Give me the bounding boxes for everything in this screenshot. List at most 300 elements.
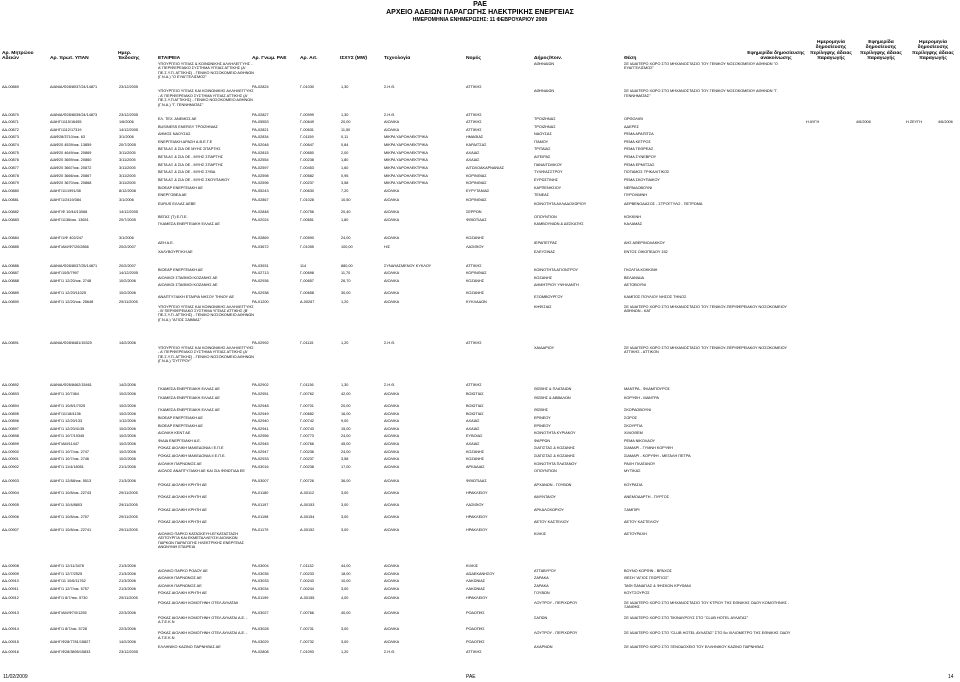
cell-dimos: ΚΑΡΠΕΝΗΣΙΟΥ [534,185,562,190]
cell-nomos: ΑΤΤΙΚΗΣ [466,649,482,654]
cell-date: 10/2/2006 [119,391,136,396]
cell-date: 21/3/2006 [119,564,136,569]
cell-co: ΥΠΟΥΡΓΕΙΟ ΥΓΕΙΑΣ & ΚΟΙΝΩΝΙΚΗΣ ΑΛΛΗΛΕΓΓΥΗΣ - Α' ΠΕΡΙΦΕΡΕΙΑΚΟ ΣΥΣΤΗΜΑ ΥΓΕΙΑΣ ΑΤΤΙΚΗΣ (Α' ΠΕ.Σ.Υ.Π. ΑΤΤΙΚΗΣ) - ΓΕΝΙΚΟ ΝΟΣΟΚΟΜΕΙΟ ΑΘΗΝΩΝ (Γ.Ν.Α.) "Ο ΕΥΑΓΓΕΛΙΣΜΟΣ" [158,62,254,80]
cell-ait: Γ-00647 [300,143,314,148]
cell-date: 29/11/2005 [119,596,138,601]
cell-ait: Γ-00630 [300,188,314,193]
cell-mw: 20,40 [341,210,351,215]
cell-tech: ΜΙΚΡΑ ΥΔΡΟΗΛΕΚΤΡΙΚΑ [384,173,428,178]
cell-mw: 1,30 [341,112,349,117]
cell-tech: ΑΙΟΛΙΚΑ [384,564,400,569]
cell-mw: 24,00 [341,236,351,241]
cell-co: ΑΙΟΛΙΚΗ ΠΑΡΝΩΝΟΣ ΑΕ [158,576,202,581]
cell-id: ΑΔ-00898 [2,434,19,439]
cell-nomos: ΗΜΑΘΙΑΣ [466,135,484,140]
cell-ait: Γ-00657 [300,278,314,283]
cell-nomos: ΚΟΖΑΝΗΣ [466,457,485,462]
cell-nomos: ΛΑΣΙΘΙΟΥ [466,503,484,508]
cell-thesi: ΡΕΜΑ ΕΡΜΙΤΣΑΣ [624,162,655,167]
table-row [0,520,960,532]
cell-thesi: ΣΕ ΙΔΙΑΙΤΕΡΟ ΧΩΡΟ ΣΤΟ ΤΙΚΙΝΑΥΡΟΥΣ ΣΤΟ "CLUB HOTEL ΑΥΛΑΤΑΣ" [624,615,749,620]
cell-rae: ΡΑ-02949 [252,411,269,416]
cell-prot: ΔΙΑΗΓ/Φ28/7781/15827 [50,640,91,645]
table-row [0,147,960,155]
cell-rae: ΡΑ-01180 [252,490,269,495]
cell-co: ΑΙΟΛΙΚΗ ΠΑΡΝΩΝΟΣ ΑΕ [158,461,202,466]
cell-date: 20/7/2005 [119,217,136,222]
cell-ait: Γ-00582 [300,173,314,178]
cell-co: ΡΟΚΑΣ ΑΙΟΛΙΚΗ ΚΟΜΟΤΗΝΗ ΟΤΕΛ ΑΥΛΑΤΑΙ Α.Ε. - Α.Τ.Ε.Κ.Ν [158,615,248,625]
cell-date: 3/11/2005 [119,158,136,163]
cell-date: 21/1/2006 [119,464,136,469]
cell-tech: ΑΙΟΛΙΚΑ [384,426,400,431]
cell-prot: ΔΙΑΗΓ/1 12/20/4135 [50,426,85,431]
cell-tech: ΑΙΟΛΙΚΑ [384,611,400,616]
cell-id: ΑΔ-00905 [2,503,19,508]
cell-prot: ΔΙΑΗΓ/1112/17319 [50,127,82,132]
cell-dimos: ΕΞΩΜΒΟΥΡΓΟΥ [534,295,563,300]
cell-tech: ΜΙΚΡΑ ΥΔΡΟΗΛΕΚΤΡΙΚΑ [384,135,428,140]
cell-id: ΑΔ-00914 [2,626,19,631]
cell-ait: Α-00152 [300,527,315,532]
cell-rae: ΡΑ-03028 [252,626,269,631]
cell-prot: ΔΙΑΝΙΑ/Φ28/8037/24/14871 [50,85,98,90]
footer-org: PAE [466,674,476,680]
cell-ait: Α-00267 [300,300,315,305]
cell-thesi: ΑΔΕΡΕΣ [624,124,640,129]
table-row [0,170,960,178]
table-row [0,387,960,396]
table-row [0,495,960,507]
cell-mw: 26,70 [341,278,351,283]
cell-dimos: ΤΕΝΕΑΣ [534,193,550,198]
cell-tech: ΜΙΚΡΑ ΥΔΡΟΗΛΕΚΤΡΙΚΑ [384,143,428,148]
cell-nomos: ΒΟΙΩΤΙΑΣ [466,411,484,416]
table-row [0,645,960,654]
cell-dimos: ΚΟΙΝΟΤΗΤΑ ΠΛΑΤΑΝΟΥ [534,461,577,466]
cell-thesi: ΣΕ ΙΔΙΑΙΤΕΡΟ ΧΩΡΟ ΣΤΟ ΞΕΝΟΔΟΧΕΙΟ ΤΟΥ ΕΛΛΗΝΙΚΟΥ ΚΑΖΙΝΟ ΠΑΡΝΗΘΑΣ [624,644,764,649]
cell-rae: ΡΑ-02936 [252,278,269,283]
cell-date: 10/2/2006 [119,278,136,283]
cell-date: 20/2/2007 [119,263,136,268]
table-row [0,601,960,616]
cell-mw: 1,80 [341,217,349,222]
cell-rae: ΡΑ-02815 [252,150,269,155]
cell-prot: ΔΙΑΗΓ/1 10/8/οικ. 2757 [50,515,90,520]
cell-dimos: ΚΟΙΝΟΤΗΤΑ ΑΓΙΟΝΤΡΟΥ [534,267,578,272]
cell-mw: 0,11 [341,135,349,140]
cell-co: ΒΙΟΕΑΡ ΕΝΕΡΓΕΙΑΚΗ ΑΕ [158,415,203,420]
cell-prot: ΔΙΑΗΓ/1 10/7/19345 [50,434,85,439]
cell-nomos: ΚΟΡΙΝΘΙΑΣ [466,197,487,202]
cell-nomos: ΚΟΡΙΝΘΙΑΣ [466,173,487,178]
cell-tech: ΑΙΟΛΙΚΑ [384,236,400,241]
cell-date: 1/6/2006 [119,120,134,125]
cell-rae: ΡΑ-02956 [252,434,269,439]
cell-ait: Γ-00698 [300,271,314,276]
table-row [0,631,960,645]
cell-mw: 42,00 [341,391,351,396]
cell-date: 21/3/2006 [119,587,136,592]
cell-id: ΑΔ-00884 [2,236,19,241]
cell-id: ΑΔ-00907 [2,527,19,532]
table-row [0,276,960,284]
cell-rae: ΡΑ-03007 [252,478,269,483]
cell-id: ΑΔ-00891 [2,341,19,346]
table-row [0,117,960,125]
cell-mw: 3,00 [341,490,349,495]
cell-tech: ΜΙΚΡΑ ΥΔΡΟΗΛΕΚΤΡΙΚΑ [384,150,428,155]
table-row [0,89,960,116]
cell-co: ΕΛΛΗΝΙΚΟ ΚΑΖΙΝΟ ΠΑΡΝΗΘΑΣ ΑΕ [158,644,221,649]
cell-nomos: ΑΧΑΙΑΣ [466,419,480,424]
cell-e1: Η ΑΥΓΗ [806,120,820,125]
cell-id: ΑΔ-00908 [2,564,19,569]
cell-date: 23/12/2005 [119,85,139,90]
cell-dimos: ΑΕΤΟΥ ΚΑΣΤΕΛΙΟΥ [534,519,569,524]
cell-mw: 11,70 [341,271,351,276]
cell-mw: 7,20 [341,188,349,193]
cell-nomos: ΚΟΖΑΝΗΣ [466,278,485,283]
cell-dimos: ΟΠΟΥΝΤΙΩΝ [534,469,557,474]
cell-rae: ΡΑ-01179 [252,527,269,532]
cell-rae: ΡΑ-02941 [252,426,269,431]
cell-ait: Γ-00650 [300,150,314,155]
col-header-announcement-paper: Εφημερίδα δημοσίευσης ανακοίνωσης [747,50,805,62]
cell-ait: Α-00153 [300,503,315,508]
cell-prot: ΔΙΑΗΓ/1 11/4/18051 [50,464,84,469]
cell-nomos: ΗΡΑΚΛΕΙΟΥ [466,596,488,601]
cell-rae: ΡΑ-02948 [252,403,269,408]
cell-ait: Γ-01028 [300,197,314,202]
cell-nomos: ΗΡΑΚΛΕΙΟΥ [466,515,488,520]
cell-date: 10/2/2006 [119,411,136,416]
cell-prot: ΔΙΑΗΓ/1 12/7/2525 [50,571,83,576]
footer-date: 11/02/2009 [3,674,28,680]
cell-co: ΑΙΟΛΙΚΟΙ ΣΤΑΘΜΟΙ ΚΟΖΑΝΗΣ ΑΕ [158,283,218,288]
cell-dimos: ΚΟΖΑΝΗΣ [534,275,553,280]
cell-thesi: ΣΕ ΙΔΙΑΙΤΕΡΟ ΧΩΡΟ ΣΤΟ ΜΗΧΑΝΟΣΤΑΣΙΟ ΤΟΥ ΓΕΝΙΚΟΥ-ΠΕΡΙΦΕΡΕΙΑΚΟΥ ΝΟΣΟΚΟΜΕΙΟΥ ΑΤΤΙΚΗΣ - ΑΤΤΙΚΟΝ [624,345,787,355]
cell-tech: ΑΙΟΛΙΚΑ [384,626,400,631]
cell-ait: Γ-00682 [300,411,314,416]
cell-nomos: ΦΘΙΩΤΙΔΑΣ [466,217,487,222]
cell-date: 14/12/2005 [119,271,139,276]
cell-nomos: ΚΑΡΔΙΤΣΑΣ [466,143,487,148]
cell-thesi: ΑΕΤΟΒΟΥΝΙ [624,283,646,288]
cell-rae: ΡΑ-01197 [252,503,269,508]
cell-co: ΑΙΟΛΙΚΗ ΚΕΝΤ ΑΕ [158,431,191,436]
cell-rae: ΡΑ-02848 [252,210,269,215]
cell-co: ΥΠΟΥΡΓΕΙΟ ΥΓΕΙΑΣ ΚΑΙ ΚΟΙΝΩΝΙΚΗΣ ΑΛΛΗΛΕΓΓΥΗΣ - Α' ΠΕΡΙΦΕΡΕΙΑΚΟ ΣΥΣΤΗΜΑ ΥΓΕΙΑΣ ΑΤΤΙΚΗΣ (Α' ΠΕ.Σ.Υ.Π. ΑΤΤΙΚΗΣ) - ΓΕΝΙΚΟ ΝΟΣΟΚΟΜΕΙΟ ΑΘΗΝΩΝ (Γ.Ν.Α.) "ΣΥΓΓΡΟΥ" [158,345,254,363]
cell-thesi: ΡΕΜΑ ΤΕΘΡΕΑΣ [624,147,654,152]
cell-mw: 16,00 [341,411,351,416]
cell-nomos: ΚΟΖΑΝΗΣ [466,449,485,454]
cell-dimos: ΓΟΥΒΩΝ [534,591,550,596]
table-row [0,125,960,133]
cell-co: ΒΕΓΑΣ (Τ) Ε.Π.Ε. [158,214,188,219]
cell-prot: ΔΙΑΗΓ/1 10/7464 [50,391,79,396]
cell-thesi: ΣΕ ΙΔΙΑΙΤΕΡΟ ΧΩΡΟ ΣΤΟ ΜΗΧΑΝΟΣΤΑΣΙΟ ΤΟΥ ΚΤΡΙΟΥ ΤΗΣ ΕΘΝΙΚΗΣ ΟΔΟΥ ΚΟΜΟΤΗΝΗΣ - ΞΑΝΘΗΣ [624,600,790,609]
cell-nomos: ΛΑΣΙΘΙΟΥ [466,245,484,250]
cell-co: ΕΝΕΡΓΟΒΕΑ ΑΕ [158,193,187,198]
cell-prot: ΔΙΑΗΓ/11/18/4136 [50,411,81,416]
cell-co: ΥΠΟΥΡΓΕΙΟ ΥΓΕΙΑΣ ΚΑΙ ΚΟΙΝΩΝΙΚΗΣ ΑΛΛΗΛΕΓΓΥΗΣ - Α' ΠΕΡΙΦΕΡΕΙΑΚΟ ΣΥΣΤΗΜΑ ΥΓΕΙΑΣ ΑΤΤΙΚΗΣ (Α' ΠΕ.Σ.Υ.Π ΑΤΤΙΚΗΣ) - ΓΕΝΙΚΟ ΝΟΣΟΚΟΜΕΙΟ ΑΘΗΝΩΝ (Γ.Ν.Α.) "Γ. ΓΕΝΝΗΜΑΤΑΣ" [158,89,254,107]
cell-rae: ΡΑ-03027 [252,611,269,616]
cell-prot: ΔΙΑΗΓ/1 12/20/11025 [50,291,87,296]
cell-thesi: ΠΥΡΟΛΙΜΝΗ [624,193,647,198]
cell-mw: 1,60 [341,165,349,170]
cell-ait: Γ-00233 [300,571,314,576]
table-row [0,431,960,439]
cell-dimos: ΕΡΙΝΕΟΥ [534,423,551,428]
cell-rae: ΡΑ-02808 [252,649,269,654]
cell-dimos: ΘΙΣΒΗΣ & ΑΒΒΑΛΩΝ [534,396,571,401]
cell-mw: 9,00 [341,419,349,424]
cell-date: 3/1/2006 [119,197,134,202]
cell-nomos: ΔΩΔΕΚΑΝΗΣΟΥ [466,571,495,576]
cell-nomos: ΒΟΙΩΤΙΑΣ [466,403,484,408]
cell-date: 29/11/2005 [119,300,138,305]
cell-date: 29/11/2005 [119,490,138,495]
table-row [0,439,960,447]
table-row [0,483,960,495]
cell-rae: ΡΑ-02947 [252,449,269,454]
cell-ait: Α-00112 [300,490,315,495]
cell-id: ΑΔ-00890 [2,300,19,305]
cell-rae: ΡΑ-03016 [252,464,269,469]
cell-tech: ΑΙΟΛΙΚΑ [384,291,400,296]
cell-dimos: ΤΡΟΙΖΗΝΑΣ [534,124,556,129]
cell-prot: ΔΙΑΗΓ/1 10/7/οικ. 2746 [50,457,90,462]
cell-co: ΡΟΚΑΣ ΑΙΟΛΙΚΗ ΚΡΗΤΗ ΑΕ [158,591,207,596]
cell-dimos: ΦΑΡΡΩΝ [534,438,551,443]
col-header-registry: Αρ. Μητρώου Αδειών [2,50,34,62]
cell-id: ΑΔ-00915 [2,640,19,645]
cell-thesi: ΣΙΑΜΑΡΙ - ΚΟΡΥΦΗ - ΜΕΓΑΛΗ ΠΕΤΡΑ [624,454,691,459]
cell-rae: ΡΑ-05553 [252,120,269,125]
cell-co: ΑΙΟΛΙΚΟΙ ΣΤΑΘΜΟΙ ΚΟΖΑΝΗΣ ΑΕ [158,275,218,280]
cell-id: ΑΔ-00900 [2,449,19,454]
cell-id: ΑΔ-00876 [2,158,19,163]
cell-dimos: ΙΤΑΜΟΥ [534,139,549,144]
cell-rae: ΡΑ-02945 [252,442,269,447]
cell-rae: ΡΑ-02938 [252,291,269,296]
cell-ait: Γ-01115 [300,341,314,346]
cell-id: ΑΔ-00887 [2,271,19,276]
cell-tech: ΜΙΚΡΑ ΥΔΡΟΗΛΕΚΤΡΙΚΑ [384,158,428,163]
table-row [0,283,960,295]
cell-date: 10/2/2006 [119,449,136,454]
cell-mw: 3,00 [341,515,349,520]
cell-dimos: ΚΗΦΙΣΙΑΣ [534,304,552,309]
cell-co: ΒΕΤΑ ΑΞ & ΣΙΑ ΟΕ - ΜΥΗΣ ΣΠΑΡΤΗΣ [158,155,223,160]
cell-thesi: ΡΕΜΑ ΝΙΚΟΛΑΟΥ [624,438,656,443]
cell-id: ΑΔ-00870 [2,112,19,117]
col-header-issue-date: Ημερ. Έκδοσης [118,50,140,62]
cell-nomos: ΑΡΚΑΔΙΑΣ [466,464,485,469]
cell-date: 3/1/2006 [119,236,134,241]
table-row [0,346,960,387]
cell-id: ΑΔ-00872 [2,127,19,132]
cell-id: ΑΔ-00911 [2,587,19,592]
cell-date: 3/1/2006 [119,135,134,140]
cell-dimos: ΙΕΡΑΠΕΤΡΑΣ [534,240,558,245]
cell-dimos: ΠΑΝΑΙΤΩΛΙΚΟΥ [534,162,563,167]
cell-co: ΒΕΤΑ ΑΞ & ΣΙΑ ΟΕ - ΜΥΗΣ ΣΥΒΑ [158,170,216,175]
cell-thesi: ΒΕΛΑΝΙΔΙΑ [624,275,645,280]
table-row [0,163,960,171]
table-row [0,469,960,483]
footer-page-number: 14 [948,674,954,680]
cell-date: 23/12/2005 [119,649,139,654]
cell-nomos: ΡΟΔΟΠΗΣ [466,626,485,631]
cell-rae: ΡΑ-02867 [252,197,269,202]
cell-mw: 1,20 [341,649,349,654]
cell-nomos: ΑΧΑΙΑΣ [466,158,480,163]
cell-prot: ΔΙΑΦ20 4539/οικ. 13859 [50,143,92,148]
table-row [0,222,960,240]
table-row [0,396,960,408]
cell-date: 29/11/2005 [119,515,138,520]
cell-dimos: ΘΙΣΒΗΣ & ΠΛΑΤΑΙΩΝ [534,386,572,391]
cell-co: ΥΠΟΥΡΓΕΙΟ ΥΓΕΙΑΣ ΚΑΙ ΚΟΙΝΩΝΙΚΗΣ ΑΛΛΗΛΕΓΓΥΗΣ - Β' ΠΕΡΙΦΕΡΕΙΑΚΟ ΣΥΣΤΗΜΑ ΥΓΕΙΑΣ ΑΤΤΙΚΗΣ (Β' ΠΕ.Σ.Υ.Π. ΑΤΤΙΚΗΣ) - ΓΕΝΙΚΟ ΝΟΣΟΚΟΜΕΙΟ ΑΘΗΝΩΝ (Γ.Ν.Α.) "ΑΓΙΟΣ ΣΑΒΒΑΣ" [158,304,254,322]
cell-prot: ΔΙΑΦ20 3667/οικ. 20872 [50,165,92,170]
cell-prot: ΔΙΑΦ20 3659/οικ. 20860 [50,158,92,163]
cell-date: 20/7/2005 [119,143,136,148]
cell-date: 14/2/2006 [119,341,136,346]
cell-dimos: ΣΑΠΩΝ [534,615,548,620]
cell-nomos: ΡΟΔΟΠΗΣ [466,640,485,645]
cell-tech: ΑΙΟΛΙΚΑ [384,464,400,469]
cell-dimos: ΣΙΑΤΙΣΤΑΣ & ΚΟΖΑΝΗΣ [534,446,575,451]
cell-tech: ΑΙΟΛΙΚΑ [384,278,400,283]
cell-mw: 3,58 [341,457,349,462]
table-row [0,155,960,163]
cell-prot: ΔΙΑΗΓ/1 10/4/8803 [50,503,83,508]
cell-id: ΑΔ-00904 [2,490,19,495]
cell-co: ΑΙΟΛΙΚΗ ΠΑΡΝΩΝΟΣ ΑΕ [158,583,202,588]
cell-ait: Γ-00651 [300,217,314,222]
cell-id: ΑΔ-00869 [2,85,19,90]
cell-thesi: ΣΟΡΟΣ [624,415,638,420]
cell-ait: Α-00154 [300,515,315,520]
cell-id: ΑΔ-00916 [2,649,19,654]
cell-tech: Σ.Η.Θ. [384,382,396,387]
cell-rae: ΡΑ-02933 [252,457,269,462]
cell-nomos: ΑΤΤΙΚΗΣ [466,382,482,387]
cell-nomos: ΣΕΡΡΩΝ [466,210,482,215]
cell-rae: ΡΑ-03672 [252,245,269,250]
cell-rae: ΡΑ-03004 [252,564,269,569]
cell-thesi: ΡΑΧΗ ΠΛΑΤΑΝΟΥ [624,461,656,466]
cell-nomos: ΕΥΒΟΙΑΣ [466,434,483,439]
cell-rae: ΡΑ-02024 [252,217,269,222]
table-row [0,591,960,600]
cell-prot: ΔΙΑΗΓ/1/2419/384 [50,197,82,202]
cell-prot: ΔΙΑΗΓ/1 12/88/οικ. 5513 [50,478,92,483]
cell-date: 3/11/2005 [119,150,136,155]
cell-prot: ΔΙΑΗΓ/ΑΜ/Φ7/0/1255 [50,611,87,616]
table-row [0,569,960,577]
column-headers [0,18,960,62]
cell-id: ΑΔ-00909 [2,571,19,576]
cell-co: ΕΝΕΡΓΕΙΑΚΗ ΔΡΑΣΗ Α.Β.Ε.Τ.Ε [158,139,213,144]
cell-rae: ΡΑ-02596 [252,181,269,186]
cell-rae: ΡΑ-03029 [252,640,269,645]
cell-co: ΓΚΑΜΕΣΑ ΕΝΕΡΓΕΙΑΚΗ ΕΛΛΑΣ ΑΕ [158,222,220,227]
cell-co: ΡΟΚΑΣ ΑΙΟΛΙΚΗ ΜΑΚΕΔΟΝΙΑ ΙΙ Ε.Π.Ε. [158,454,226,459]
cell-date: 29/11/2005 [119,527,138,532]
table-row [0,241,960,250]
cell-thesi: ΡΕΜΑ ΑΡΑΠΙΤΣΑ [624,132,654,137]
cell-nomos: ΛΑΚΩΝΙΑΣ [466,579,486,584]
cell-mw: 10,50 [341,197,351,202]
cell-id: ΑΔ-00881 [2,197,19,202]
cell-date: 10/2/2006 [119,403,136,408]
cell-id: ΑΔ-00878 [2,173,19,178]
table-row [0,268,960,276]
cell-thesi: ΘΕΣΗ "ΑΓΙΟΣ ΓΕΩΡΓΙΟΣ" [624,576,669,581]
cell-co: ΒΕΤΑ ΑΞ & ΣΙΑ ΟΕ - ΜΥΗΣ ΣΠΑΡΤΗΣ [158,162,223,167]
cell-nomos: ΑΤΤΙΚΗΣ [466,263,482,268]
cell-rae: ΡΑ-02834 [252,135,269,140]
cell-dimos: ΑΡΚΑΛΟΧΩΡΙΟΥ [534,507,564,512]
cell-dimos: ΟΠΟΥΝΤΙΩΝ [534,214,557,219]
cell-mw: 3,00 [341,640,349,645]
table-row [0,446,960,454]
cell-co: ΒΙΟΕΑΡ ΕΝΕΡΓΕΙΑΚΗ ΑΕ [158,267,203,272]
org-title: ΡΑΕ [473,1,487,8]
cell-mw: 17,00 [341,464,351,469]
cell-id: ΑΔ-00897 [2,426,19,431]
col-header-application: Αρ. Αιτ. [300,56,318,62]
cell-tech: Σ.Η.Θ. [384,341,396,346]
cell-rae: ΡΑ-02598 [252,173,269,178]
cell-nomos: ΗΡΑΚΛΕΙΟΥ [466,527,488,532]
cell-mw: 3,00 [341,626,349,631]
cell-id: ΑΔ-00906 [2,515,19,520]
cell-rae: ΡΑ-02713 [252,271,269,276]
cell-tech: ΑΙΟΛΙΚΑ [384,515,400,520]
cell-tech: ΜΙΚΡΑ ΥΔΡΟΗΛΕΚΤΡΙΚΑ [384,181,428,186]
cell-mw: 0,95 [341,173,349,178]
cell-tech: Σ.Η.Θ. [384,649,396,654]
table-row [0,508,960,520]
cell-co: ΔΕΗ Α.Ε. [158,240,174,245]
cell-id: ΑΔ-00910 [2,579,19,584]
cell-thesi: ΕΝΤΟΣ ΟΙΚΟΠΕΔΟΥ 152 [624,249,668,254]
cell-prot: ΔΙΑΗΓ/1115/16455 [50,120,82,125]
cell-date: 10/2/2006 [119,426,136,431]
cell-co: ΑΝΑΠΤΥΞΙΑΚΗ ΕΤΑΙΡΙΑ ΝΗΣΟΥ ΤΗΝΟΥ ΑΕ [158,295,235,300]
cell-thesi: ΡΕΜΑ ΣΥΝΕΒΡΟΥ [624,155,657,160]
cell-thesi: ΑΕΤΟΥ ΚΑΣΤΕΛΙΟΥ [624,519,659,524]
cell-prot: ΔΙΑΗΓ/1 10/8/1/7025 [50,403,86,408]
cell-thesi: ΧΙΛΙΟΘΕΜ [624,431,643,436]
cell-id: ΑΔ-00893 [2,391,19,396]
cell-prot: ΔΙΑΗΓ/1 12/20/οικ. 25648 [50,300,94,305]
cell-tech: ΑΙΟΛΙΚΑ [384,188,400,193]
cell-prot: ΔΙΑΦ28/3710/οικ. 63 [50,135,86,140]
cell-thesi: ΡΕΜΑ ΣΚΟΥΠΑΙΚΟΥ [624,177,660,182]
col-header-summary-date-2: Ημερομηνία δημοσίευσης περίληψης άδειας παραγωγής [912,39,954,62]
cell-rae: ΡΑ-01198 [252,515,269,520]
cell-prot: ΔΙΑΗΓ/1 12/20/οικ. 2748 [50,278,92,283]
cell-id: ΑΔ-00912 [2,596,19,601]
cell-ait: Γ-00238 [300,464,314,469]
cell-prot: ΔΙΑΗΓ/1 8/7/οικ. 5728 [50,626,87,631]
cell-mw: 11,50 [341,127,351,132]
